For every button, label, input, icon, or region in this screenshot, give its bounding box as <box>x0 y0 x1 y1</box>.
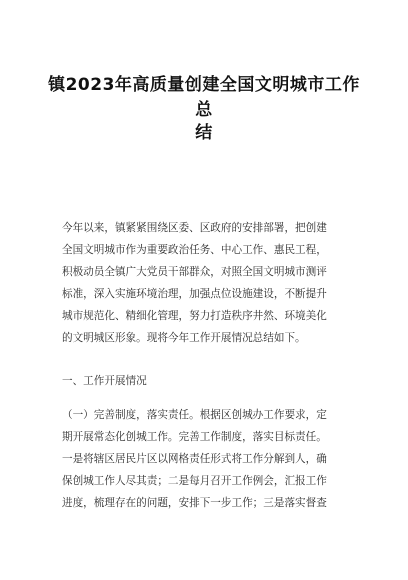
intro-line: 的文明城区形象。现将今年工作开展情况总结如下。 <box>62 332 306 344</box>
intro-line: 城市规范化、精细化管理，努力打造秩序井然、环境美化 <box>62 310 327 322</box>
section-line: 一是将辖区居民片区以网格责任形式将工作分解到人，确 <box>62 453 327 465</box>
section-line: 保创城工作人尽其责；二是每月召开工作例会，汇报工作 <box>62 475 327 487</box>
intro-paragraph <box>62 217 348 349</box>
section-line: （一）完善制度，落实责任。根据区创城办工作要求，定 <box>62 409 327 421</box>
intro-line: 积极动员全镇广大党员干部群众，对照全国文明城市测评 <box>62 266 327 278</box>
intro-line: 标准，深入实施环境治理，加强点位设施建设，不断提升 <box>62 288 327 300</box>
document-title-line-1: 镇2023年高质量创建全国文明城市工作总 <box>48 75 360 120</box>
document-title-line-2: 结 <box>195 123 213 143</box>
section-heading: 一、工作开展情况 <box>62 375 147 387</box>
intro-line: 今年以来，镇紧紧围绕区委、区政府的安排部署，把创建 <box>62 222 327 234</box>
section-line: 进度，梳理存在的问题，安排下一步工作；三是落实督查 <box>62 497 327 509</box>
intro-line: 全国文明城市作为重要政治任务、中心工作、惠民工程， <box>62 244 327 256</box>
section-paragraph <box>62 404 348 514</box>
section-line: 期开展常态化创城工作。完善工作制度，落实目标责任。 <box>62 431 327 443</box>
